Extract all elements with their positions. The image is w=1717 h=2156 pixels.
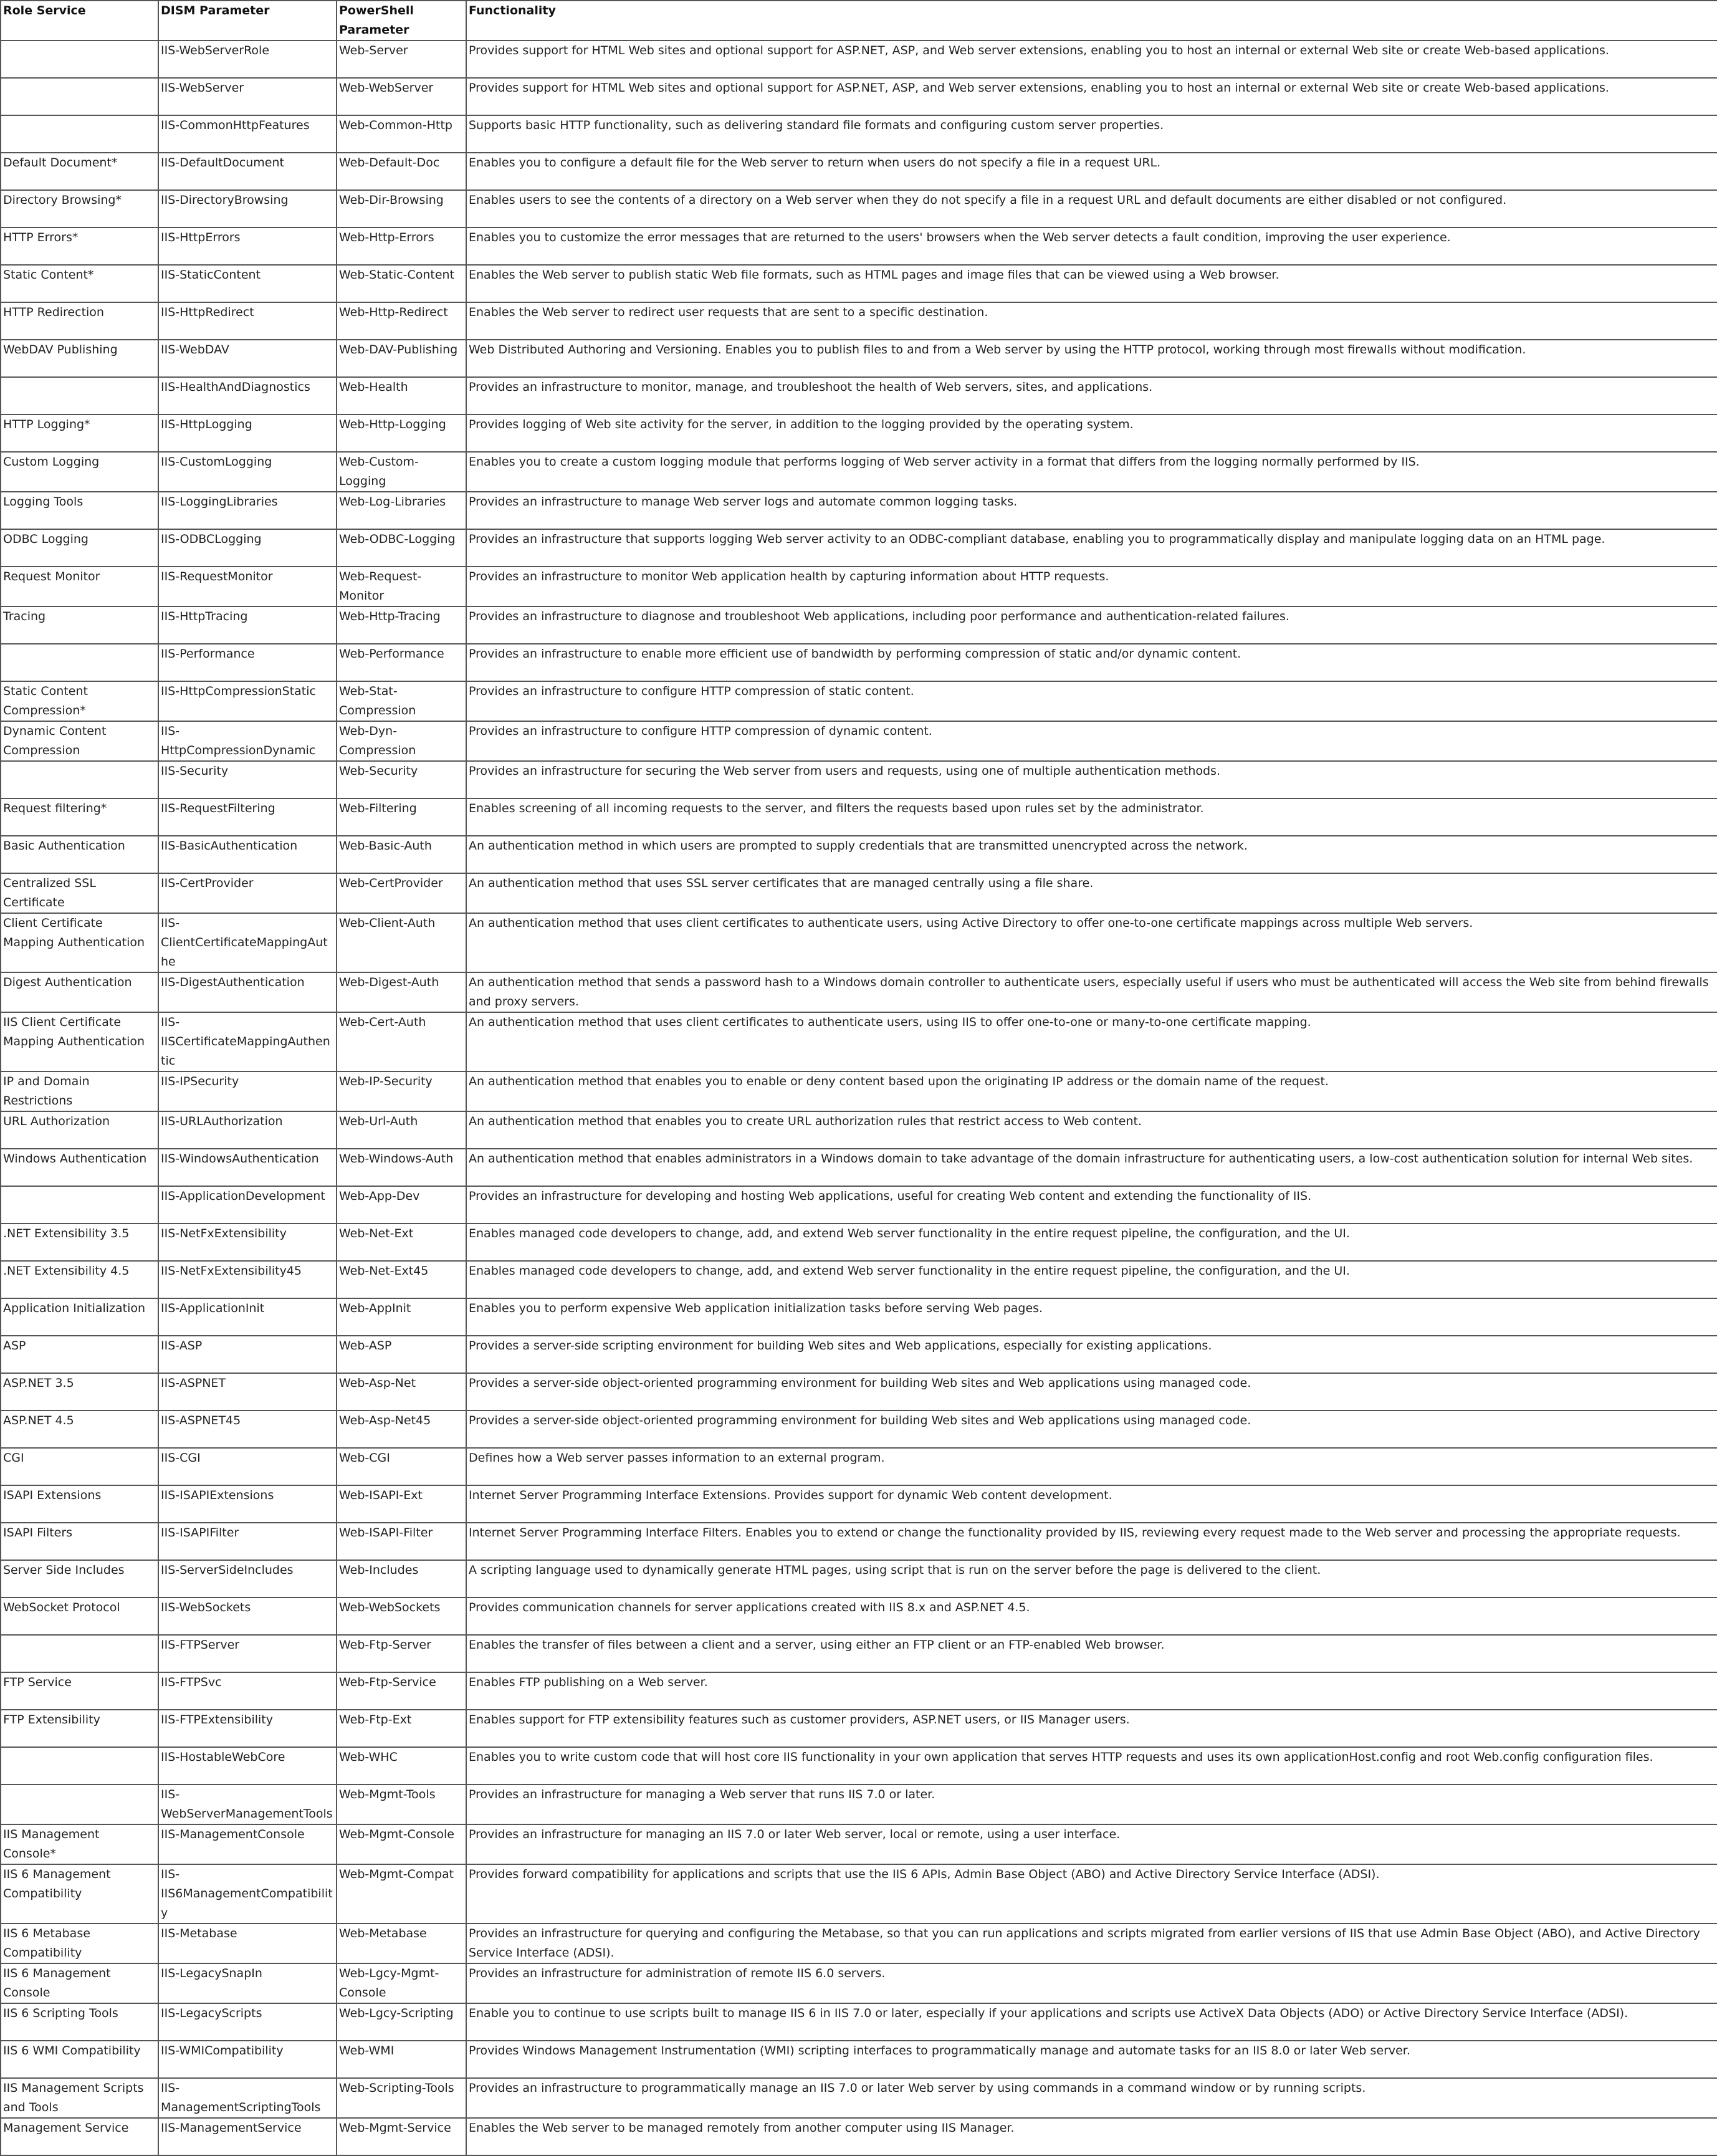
powershell-parameter-cell: Web-Custom-Logging: [337, 452, 466, 492]
functionality-cell: An authentication method that sends a password hash to a Windows domain controller to authenticate users, especially useful if users who must be authenticated will access the Web site from behind firewalls and proxy servers.: [466, 972, 1717, 1012]
dism-parameter-cell: IIS-RequestFiltering: [158, 798, 337, 836]
functionality-cell: Enables managed code developers to change, add, and extend Web server functionality in the entire request pipeline, the configuration, and the UI.: [466, 1261, 1717, 1298]
powershell-parameter-cell: Web-WebSockets: [337, 1598, 466, 1635]
table-row: [1, 1485, 1717, 1523]
table-row: [1, 873, 1717, 913]
functionality-cell: Provides an infrastructure to configure HTTP compression of static content.: [466, 681, 1717, 721]
functionality-cell: Enables support for FTP extensibility features such as customer providers, ASP.NET users, or IIS Manager users.: [466, 1710, 1717, 1747]
functionality-cell: Provides a server-side object-oriented programming environment for building Web sites and Web applications using managed code.: [466, 1411, 1717, 1448]
table-row: [1, 492, 1717, 529]
powershell-parameter-cell: Web-IP-Security: [337, 1071, 466, 1111]
powershell-parameter-cell: Web-Digest-Auth: [337, 972, 466, 1012]
dism-parameter-cell: IIS-IIS6ManagementCompatibility: [158, 1864, 337, 1924]
powershell-parameter-cell: Web-Ftp-Service: [337, 1672, 466, 1710]
powershell-parameter-cell: Web-Cert-Auth: [337, 1012, 466, 1071]
dism-parameter-cell: IIS-FTPSvc: [158, 1672, 337, 1710]
powershell-parameter-cell: Web-Http-Errors: [337, 228, 466, 265]
powershell-parameter-cell: Web-CertProvider: [337, 873, 466, 913]
powershell-parameter-cell: Web-Net-Ext: [337, 1224, 466, 1261]
functionality-cell: Enables you to configure a default file for the Web server to return when users do not specify a file in a request URL.: [466, 153, 1717, 190]
functionality-cell: Enables users to see the contents of a directory on a Web server when they do not specify a file in a request URL and default documents are either disabled or not configured.: [466, 190, 1717, 228]
dism-parameter-cell: IIS-LegacySnapIn: [158, 1963, 337, 2003]
header-powershell-parameter: PowerShell Parameter: [337, 1, 466, 41]
functionality-cell: An authentication method that enables you to create URL authorization rules that restrict access to Web content.: [466, 1111, 1717, 1149]
dism-parameter-cell: IIS-Performance: [158, 644, 337, 681]
table-row: [1, 78, 1717, 115]
functionality-cell: Provides a server-side object-oriented programming environment for building Web sites and Web applications using managed code.: [466, 1373, 1717, 1411]
role-service-cell: HTTP Redirection: [1, 302, 158, 340]
role-service-cell: [1, 1785, 158, 1824]
functionality-cell: Provides an infrastructure for developing and hosting Web applications, useful for creating Web content and extending the functionality of IIS.: [466, 1186, 1717, 1224]
functionality-cell: Internet Server Programming Interface Extensions. Provides support for dynamic Web content development.: [466, 1485, 1717, 1523]
role-service-cell: IIS 6 Management Console: [1, 1963, 158, 2003]
role-service-cell: [1, 78, 158, 115]
role-service-cell: [1, 377, 158, 414]
dism-parameter-cell: IIS-IPSecurity: [158, 1071, 337, 1111]
functionality-cell: Defines how a Web server passes information to an external program.: [466, 1448, 1717, 1485]
table-row: [1, 1336, 1717, 1373]
functionality-cell: Provides an infrastructure to manage Web server logs and automate common logging tasks.: [466, 492, 1717, 529]
functionality-cell: Enables the Web server to redirect user requests that are sent to a specific destination.: [466, 302, 1717, 340]
table-row: [1, 1924, 1717, 1963]
table-row: [1, 228, 1717, 265]
role-service-cell: IIS Management Console*: [1, 1824, 158, 1864]
table-row: [1, 377, 1717, 414]
table-row: [1, 1261, 1717, 1298]
dism-parameter-cell: IIS-NetFxExtensibility45: [158, 1261, 337, 1298]
powershell-parameter-cell: Web-Metabase: [337, 1924, 466, 1963]
table-header: [1, 1, 1717, 41]
table-row: [1, 913, 1717, 972]
role-service-cell: ODBC Logging: [1, 529, 158, 567]
powershell-parameter-cell: Web-Log-Libraries: [337, 492, 466, 529]
role-service-cell: [1, 1186, 158, 1224]
table-row: [1, 567, 1717, 606]
functionality-cell: A scripting language used to dynamically generate HTML pages, using script that is run on the server before the page is delivered to the client.: [466, 1560, 1717, 1598]
powershell-parameter-cell: Web-Dir-Browsing: [337, 190, 466, 228]
role-service-cell: IIS 6 Management Compatibility: [1, 1864, 158, 1924]
role-service-cell: IIS Management Scripts and Tools: [1, 2078, 158, 2118]
powershell-parameter-cell: Web-Performance: [337, 644, 466, 681]
table-row: [1, 190, 1717, 228]
powershell-parameter-cell: Web-ASP: [337, 1336, 466, 1373]
functionality-cell: Supports basic HTTP functionality, such as delivering standard file formats and configuring custom server properties.: [466, 115, 1717, 153]
dism-parameter-cell: IIS-HostableWebCore: [158, 1747, 337, 1785]
functionality-cell: Provides an infrastructure to monitor Web application health by capturing information about HTTP requests.: [466, 567, 1717, 606]
dism-parameter-cell: IIS-ISAPIFilter: [158, 1523, 337, 1560]
dism-parameter-cell: IIS-Metabase: [158, 1924, 337, 1963]
dism-parameter-cell: IIS-DigestAuthentication: [158, 972, 337, 1012]
table-body: [1, 41, 1717, 2155]
role-service-cell: Digest Authentication: [1, 972, 158, 1012]
dism-parameter-cell: IIS-ODBCLogging: [158, 529, 337, 567]
table-row: [1, 1963, 1717, 2003]
functionality-cell: An authentication method in which users are prompted to supply credentials that are transmitted unencrypted across the network.: [466, 836, 1717, 873]
table-row: [1, 2003, 1717, 2041]
role-service-cell: [1, 644, 158, 681]
dism-parameter-cell: IIS-ServerSideIncludes: [158, 1560, 337, 1598]
dism-parameter-cell: IIS-HttpLogging: [158, 414, 337, 452]
dism-parameter-cell: IIS-WindowsAuthentication: [158, 1149, 337, 1186]
table-row: [1, 644, 1717, 681]
table-row: [1, 1523, 1717, 1560]
functionality-cell: An authentication method that uses client certificates to authenticate users, using IIS to offer one-to-one or many-to-one certificate mapping.: [466, 1012, 1717, 1071]
powershell-parameter-cell: Web-Includes: [337, 1560, 466, 1598]
powershell-parameter-cell: Web-Basic-Auth: [337, 836, 466, 873]
functionality-cell: An authentication method that uses client certificates to authenticate users, using Active Directory to offer one-to-one certificate mappings across multiple Web servers.: [466, 913, 1717, 972]
table-row: [1, 115, 1717, 153]
table-row: [1, 1012, 1717, 1071]
role-service-cell: IIS 6 Scripting Tools: [1, 2003, 158, 2041]
powershell-parameter-cell: Web-Lgcy-Mgmt-Console: [337, 1963, 466, 2003]
role-service-cell: Request filtering*: [1, 798, 158, 836]
dism-parameter-cell: IIS-ISAPIExtensions: [158, 1485, 337, 1523]
dism-parameter-cell: IIS-CustomLogging: [158, 452, 337, 492]
table-row: [1, 1824, 1717, 1864]
header-functionality: Functionality: [466, 1, 1717, 41]
role-service-cell: [1, 115, 158, 153]
role-service-cell: [1, 761, 158, 798]
dism-parameter-cell: IIS-DefaultDocument: [158, 153, 337, 190]
functionality-cell: Provides an infrastructure to monitor, manage, and troubleshoot the health of Web servers, sites, and applications.: [466, 377, 1717, 414]
table-row: [1, 2041, 1717, 2078]
table-row: [1, 452, 1717, 492]
powershell-parameter-cell: Web-Client-Auth: [337, 913, 466, 972]
table-row: [1, 153, 1717, 190]
dism-parameter-cell: IIS-ApplicationDevelopment: [158, 1186, 337, 1224]
dism-parameter-cell: IIS-ASP: [158, 1336, 337, 1373]
table-row: [1, 1298, 1717, 1336]
table-row: [1, 1411, 1717, 1448]
table-row: [1, 836, 1717, 873]
role-service-cell: Tracing: [1, 606, 158, 644]
dism-parameter-cell: IIS-HttpCompressionDynamic: [158, 721, 337, 761]
functionality-cell: Provides support for HTML Web sites and optional support for ASP.NET, ASP, and Web server extensions, enabling you to host an internal or external Web site or create Web-based applications.: [466, 41, 1717, 78]
role-service-cell: Client Certificate Mapping Authentication: [1, 913, 158, 972]
powershell-parameter-cell: Web-Url-Auth: [337, 1111, 466, 1149]
powershell-parameter-cell: Web-Net-Ext45: [337, 1261, 466, 1298]
table-row: [1, 721, 1717, 761]
table-row: [1, 1224, 1717, 1261]
table-row: [1, 798, 1717, 836]
table-row: [1, 1635, 1717, 1672]
table-row: [1, 1785, 1717, 1824]
table-row: [1, 1864, 1717, 1924]
functionality-cell: Enables the Web server to be managed remotely from another computer using IIS Manager.: [466, 2118, 1717, 2155]
functionality-cell: Web Distributed Authoring and Versioning. Enables you to publish files to and from a Web server by using the HTTP protocol, working through most firewalls without modification.: [466, 340, 1717, 377]
dism-parameter-cell: IIS-StaticContent: [158, 265, 337, 302]
dism-parameter-cell: IIS-WebDAV: [158, 340, 337, 377]
table-row: [1, 340, 1717, 377]
table-row: [1, 1186, 1717, 1224]
dism-parameter-cell: IIS-RequestMonitor: [158, 567, 337, 606]
powershell-parameter-cell: Web-Ftp-Ext: [337, 1710, 466, 1747]
header-role-service: Role Service: [1, 1, 158, 41]
role-service-cell: .NET Extensibility 4.5: [1, 1261, 158, 1298]
powershell-parameter-cell: Web-Windows-Auth: [337, 1149, 466, 1186]
role-service-cell: Default Document*: [1, 153, 158, 190]
table-row: [1, 1071, 1717, 1111]
table-row: [1, 414, 1717, 452]
role-service-cell: FTP Service: [1, 1672, 158, 1710]
functionality-cell: Provides communication channels for server applications created with IIS 8.x and ASP.NET 4.5.: [466, 1598, 1717, 1635]
table-row: [1, 972, 1717, 1012]
dism-parameter-cell: IIS-IISCertificateMappingAuthentic: [158, 1012, 337, 1071]
dism-parameter-cell: IIS-HealthAndDiagnostics: [158, 377, 337, 414]
powershell-parameter-cell: Web-Mgmt-Compat: [337, 1864, 466, 1924]
powershell-parameter-cell: Web-Http-Tracing: [337, 606, 466, 644]
functionality-cell: Enables managed code developers to change, add, and extend Web server functionality in the entire request pipeline, the configuration, and the UI.: [466, 1224, 1717, 1261]
dism-parameter-cell: IIS-WMICompatibility: [158, 2041, 337, 2078]
functionality-cell: An authentication method that uses SSL server certificates that are managed centrally using a file share.: [466, 873, 1717, 913]
functionality-cell: Provides a server-side scripting environment for building Web sites and Web applications, especially for existing applications.: [466, 1336, 1717, 1373]
dism-parameter-cell: IIS-ASPNET: [158, 1373, 337, 1411]
role-service-cell: CGI: [1, 1448, 158, 1485]
powershell-parameter-cell: Web-WHC: [337, 1747, 466, 1785]
role-service-cell: ASP: [1, 1336, 158, 1373]
functionality-cell: Provides an infrastructure that supports logging Web server activity to an ODBC-compliant database, enabling you to programmatically display and manipulate logging data on an HTML page.: [466, 529, 1717, 567]
powershell-parameter-cell: Web-Ftp-Server: [337, 1635, 466, 1672]
functionality-cell: Provides an infrastructure for administration of remote IIS 6.0 servers.: [466, 1963, 1717, 2003]
table-row: [1, 606, 1717, 644]
role-service-cell: [1, 1747, 158, 1785]
functionality-cell: Enables you to perform expensive Web application initialization tasks before serving Web pages.: [466, 1298, 1717, 1336]
powershell-parameter-cell: Web-Security: [337, 761, 466, 798]
functionality-cell: Provides an infrastructure for securing the Web server from users and requests, using one of multiple authentication methods.: [466, 761, 1717, 798]
functionality-cell: Enables screening of all incoming requests to the server, and filters the requests based upon rules set by the administrator.: [466, 798, 1717, 836]
functionality-cell: Enables the transfer of files between a client and a server, using either an FTP client or an FTP-enabled Web browser.: [466, 1635, 1717, 1672]
powershell-parameter-cell: Web-App-Dev: [337, 1186, 466, 1224]
functionality-cell: An authentication method that enables you to enable or deny content based upon the originating IP address or the domain name of the request.: [466, 1071, 1717, 1111]
dism-parameter-cell: IIS-WebServerManagementTools: [158, 1785, 337, 1824]
role-service-cell: Static Content Compression*: [1, 681, 158, 721]
dism-parameter-cell: IIS-ASPNET45: [158, 1411, 337, 1448]
powershell-parameter-cell: Web-ISAPI-Filter: [337, 1523, 466, 1560]
dism-parameter-cell: IIS-LoggingLibraries: [158, 492, 337, 529]
dism-parameter-cell: IIS-ManagementConsole: [158, 1824, 337, 1864]
table-row: [1, 1672, 1717, 1710]
powershell-parameter-cell: Web-Mgmt-Service: [337, 2118, 466, 2155]
role-service-cell: HTTP Errors*: [1, 228, 158, 265]
table-row: [1, 2078, 1717, 2118]
powershell-parameter-cell: Web-WebServer: [337, 78, 466, 115]
role-service-cell: IIS 6 Metabase Compatibility: [1, 1924, 158, 1963]
powershell-parameter-cell: Web-Asp-Net45: [337, 1411, 466, 1448]
functionality-cell: Provides an infrastructure to diagnose and troubleshoot Web applications, including poor performance and authentication-related failures.: [466, 606, 1717, 644]
role-service-cell: ASP.NET 3.5: [1, 1373, 158, 1411]
dism-parameter-cell: IIS-BasicAuthentication: [158, 836, 337, 873]
functionality-cell: Enable you to continue to use scripts built to manage IIS 6 in IIS 7.0 or later, especially if your applications and scripts use ActiveX Data Objects (ADO) or Active Directory Service Interface (ADSI).: [466, 2003, 1717, 2041]
table-row: [1, 1448, 1717, 1485]
powershell-parameter-cell: Web-Request-Monitor: [337, 567, 466, 606]
role-service-cell: Logging Tools: [1, 492, 158, 529]
role-service-cell: Server Side Includes: [1, 1560, 158, 1598]
role-service-cell: WebDAV Publishing: [1, 340, 158, 377]
table-row: [1, 761, 1717, 798]
dism-parameter-cell: IIS-HttpRedirect: [158, 302, 337, 340]
powershell-parameter-cell: Web-DAV-Publishing: [337, 340, 466, 377]
powershell-parameter-cell: Web-Filtering: [337, 798, 466, 836]
role-service-cell: FTP Extensibility: [1, 1710, 158, 1747]
table-row: [1, 529, 1717, 567]
role-service-cell: IIS 6 WMI Compatibility: [1, 2041, 158, 2078]
table-row: [1, 681, 1717, 721]
functionality-cell: Enables you to write custom code that will host core IIS functionality in your own application that serves HTTP requests and uses its own applicationHost.config and root Web.config configuration files.: [466, 1747, 1717, 1785]
header-dism-parameter: DISM Parameter: [158, 1, 337, 41]
powershell-parameter-cell: Web-WMI: [337, 2041, 466, 2078]
powershell-parameter-cell: Web-Asp-Net: [337, 1373, 466, 1411]
functionality-cell: Enables you to customize the error messages that are returned to the users' browsers when the Web server detects a fault condition, improving the user experience.: [466, 228, 1717, 265]
powershell-parameter-cell: Web-Server: [337, 41, 466, 78]
dism-parameter-cell: IIS-ApplicationInit: [158, 1298, 337, 1336]
role-service-cell: Windows Authentication: [1, 1149, 158, 1186]
role-service-cell: URL Authorization: [1, 1111, 158, 1149]
table-row: [1, 1373, 1717, 1411]
powershell-parameter-cell: Web-AppInit: [337, 1298, 466, 1336]
powershell-parameter-cell: Web-CGI: [337, 1448, 466, 1485]
role-service-cell: WebSocket Protocol: [1, 1598, 158, 1635]
powershell-parameter-cell: Web-Default-Doc: [337, 153, 466, 190]
dism-parameter-cell: IIS-HttpErrors: [158, 228, 337, 265]
table-row: [1, 1560, 1717, 1598]
dism-parameter-cell: IIS-FTPServer: [158, 1635, 337, 1672]
dism-parameter-cell: IIS-DirectoryBrowsing: [158, 190, 337, 228]
table-row: [1, 265, 1717, 302]
table-row: [1, 1149, 1717, 1186]
powershell-parameter-cell: Web-Dyn-Compression: [337, 721, 466, 761]
dism-parameter-cell: IIS-CertProvider: [158, 873, 337, 913]
powershell-parameter-cell: Web-Static-Content: [337, 265, 466, 302]
role-service-cell: .NET Extensibility 3.5: [1, 1224, 158, 1261]
role-service-cell: ISAPI Filters: [1, 1523, 158, 1560]
role-service-cell: Request Monitor: [1, 567, 158, 606]
role-service-cell: Centralized SSL Certificate: [1, 873, 158, 913]
table-row: [1, 41, 1717, 78]
powershell-parameter-cell: Web-ISAPI-Ext: [337, 1485, 466, 1523]
role-service-cell: Static Content*: [1, 265, 158, 302]
dism-parameter-cell: IIS-WebSockets: [158, 1598, 337, 1635]
dism-parameter-cell: IIS-Security: [158, 761, 337, 798]
role-service-cell: HTTP Logging*: [1, 414, 158, 452]
role-service-cell: Custom Logging: [1, 452, 158, 492]
role-service-cell: Basic Authentication: [1, 836, 158, 873]
dism-parameter-cell: IIS-ManagementScriptingTools: [158, 2078, 337, 2118]
role-service-cell: [1, 41, 158, 78]
table-row: [1, 1598, 1717, 1635]
powershell-parameter-cell: Web-Lgcy-Scripting: [337, 2003, 466, 2041]
powershell-parameter-cell: Web-Health: [337, 377, 466, 414]
functionality-cell: Enables you to create a custom logging module that performs logging of Web server activity in a format that differs from the logging normally performed by IIS.: [466, 452, 1717, 492]
functionality-cell: Internet Server Programming Interface Filters. Enables you to extend or change the functionality provided by IIS, reviewing every request made to the Web server and processing the appropriate requests.: [466, 1523, 1717, 1560]
functionality-cell: Provides support for HTML Web sites and optional support for ASP.NET, ASP, and Web server extensions, enabling you to host an internal or external Web site or create Web-based applications.: [466, 78, 1717, 115]
functionality-cell: Enables the Web server to publish static Web file formats, such as HTML pages and image files that can be viewed using a Web browser.: [466, 265, 1717, 302]
role-service-cell: ISAPI Extensions: [1, 1485, 158, 1523]
header-row: [1, 1, 1717, 41]
functionality-cell: Provides an infrastructure to programmatically manage an IIS 7.0 or later Web server by using commands in a command window or by running scripts.: [466, 2078, 1717, 2118]
role-service-cell: IP and Domain Restrictions: [1, 1071, 158, 1111]
functionality-cell: Provides an infrastructure for managing a Web server that runs IIS 7.0 or later.: [466, 1785, 1717, 1824]
dism-parameter-cell: IIS-LegacyScripts: [158, 2003, 337, 2041]
dism-parameter-cell: IIS-ClientCertificateMappingAuthe: [158, 913, 337, 972]
role-service-cell: IIS Client Certificate Mapping Authentication: [1, 1012, 158, 1071]
table-row: [1, 1710, 1717, 1747]
functionality-cell: An authentication method that enables administrators in a Windows domain to take advantage of the domain infrastructure for authenticating users, a low-cost authentication solution for internal Web sites.: [466, 1149, 1717, 1186]
table-row: [1, 302, 1717, 340]
table-row: [1, 1111, 1717, 1149]
dism-parameter-cell: IIS-HttpCompressionStatic: [158, 681, 337, 721]
powershell-parameter-cell: Web-Mgmt-Tools: [337, 1785, 466, 1824]
functionality-cell: Provides an infrastructure for managing an IIS 7.0 or later Web server, local or remote, using a user interface.: [466, 1824, 1717, 1864]
dism-parameter-cell: IIS-WebServer: [158, 78, 337, 115]
powershell-parameter-cell: Web-Mgmt-Console: [337, 1824, 466, 1864]
table-row: [1, 2118, 1717, 2155]
powershell-parameter-cell: Web-Stat-Compression: [337, 681, 466, 721]
powershell-parameter-cell: Web-ODBC-Logging: [337, 529, 466, 567]
dism-parameter-cell: IIS-ManagementService: [158, 2118, 337, 2155]
role-service-cell: [1, 1635, 158, 1672]
dism-parameter-cell: IIS-CommonHttpFeatures: [158, 115, 337, 153]
role-service-cell: Application Initialization: [1, 1298, 158, 1336]
powershell-parameter-cell: Web-Http-Redirect: [337, 302, 466, 340]
role-service-cell: ASP.NET 4.5: [1, 1411, 158, 1448]
powershell-parameter-cell: Web-Scripting-Tools: [337, 2078, 466, 2118]
role-service-cell: Directory Browsing*: [1, 190, 158, 228]
powershell-parameter-cell: Web-Http-Logging: [337, 414, 466, 452]
dism-parameter-cell: IIS-URLAuthorization: [158, 1111, 337, 1149]
functionality-cell: Provides an infrastructure to enable more efficient use of bandwidth by performing compression of static and/or dynamic content.: [466, 644, 1717, 681]
dism-parameter-cell: IIS-CGI: [158, 1448, 337, 1485]
role-service-cell: Management Service: [1, 2118, 158, 2155]
functionality-cell: Provides logging of Web site activity for the server, in addition to the logging provided by the operating system.: [466, 414, 1717, 452]
functionality-cell: Provides an infrastructure to configure HTTP compression of dynamic content.: [466, 721, 1717, 761]
functionality-cell: Provides Windows Management Instrumentation (WMI) scripting interfaces to programmatically manage and automate tasks for an IIS 8.0 or later Web server.: [466, 2041, 1717, 2078]
functionality-cell: Provides an infrastructure for querying and configuring the Metabase, so that you can run applications and scripts migrated from earlier versions of IIS that use Admin Base Object (ABO), and Active Directory Service Interface (ADSI).: [466, 1924, 1717, 1963]
dism-parameter-cell: IIS-WebServerRole: [158, 41, 337, 78]
functionality-cell: Provides forward compatibility for applications and scripts that use the IIS 6 APIs, Admin Base Object (ABO) and Active Directory Service Interface (ADSI).: [466, 1864, 1717, 1924]
dism-parameter-cell: IIS-FTPExtensibility: [158, 1710, 337, 1747]
table-row: [1, 1747, 1717, 1785]
dism-parameter-cell: IIS-HttpTracing: [158, 606, 337, 644]
role-service-cell: Dynamic Content Compression: [1, 721, 158, 761]
dism-parameter-cell: IIS-NetFxExtensibility: [158, 1224, 337, 1261]
functionality-cell: Enables FTP publishing on a Web server.: [466, 1672, 1717, 1710]
powershell-parameter-cell: Web-Common-Http: [337, 115, 466, 153]
